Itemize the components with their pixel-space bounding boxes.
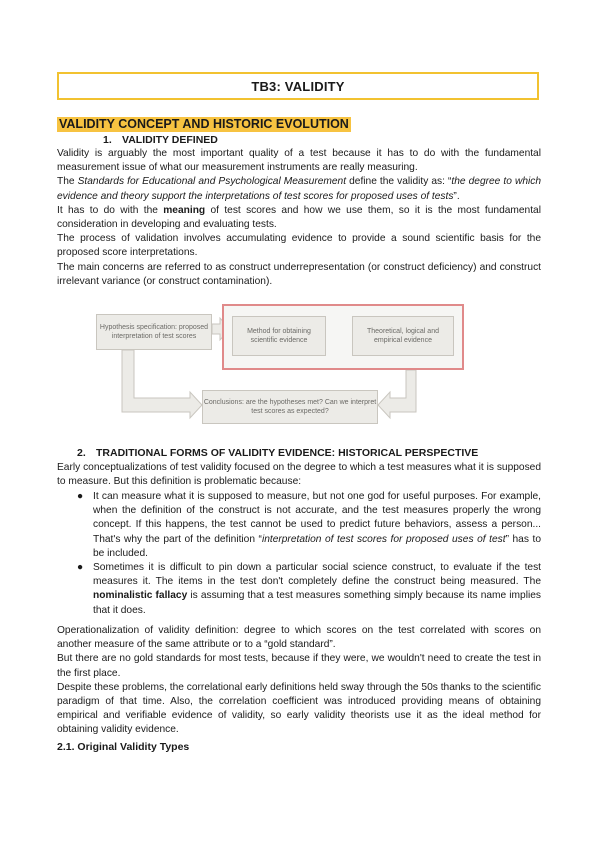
bullet-icon: ● <box>77 491 84 502</box>
paragraph-standards: The Standards for Educational and Psychological Measurement define the validity as: “the degree to which evidence and theory support the interpretations of test scores for proposed uses of tests”. <box>57 176 542 202</box>
document-title: TB3: VALIDITY <box>57 72 539 100</box>
validation-process-diagram <box>90 304 500 438</box>
list-item: ● It can measure what it is supposed to measure, but not one god for useful purposes. For example, when the definition of the construct is not accurate, and the test measures properly the wrong concept. If this happens, the test cannot be used to predict future behaviors, assess a person... That's why the part of the definition “interpretation of test scores for proposed uses of test” has to be included. <box>77 491 541 559</box>
bullet-icon: ● <box>77 562 84 574</box>
bullet-list <box>77 490 541 618</box>
arrow-down-right-icon <box>122 350 202 418</box>
intro-paragraphs <box>57 147 541 289</box>
heading-number: 1. <box>103 134 112 146</box>
closing-paragraphs <box>57 624 541 738</box>
subsection-heading: 2.1. Original Validity Types <box>57 741 190 753</box>
diagram-box-method: Method for obtaining scientific evidence <box>232 316 326 356</box>
paragraph: Despite these problems, the correlational early definitions held sway through the 50s thanks to the scientific paradigm of that time. Also, the correlation coefficient was introduced providing means of obtaining empirical and verifiable evidence of validity, so early validity theorists use it as the ideal method for obtaining validity evidence. <box>57 681 541 736</box>
heading-text: TRADITIONAL FORMS OF VALIDITY EVIDENCE: HISTORICAL PERSPECTIVE <box>96 447 479 459</box>
heading-validity-defined <box>103 134 218 147</box>
paragraph: Operationalization of validity definition: degree to which scores on the test correlated with scores on another measure of the same attribute or to a “gold standard”. <box>57 625 541 651</box>
list-item: ● Sometimes it is difficult to pin down a particular social science construct, to evaluate if the test measures it. The items in the test don't completely define the construct being measured. The nominalistic fallacy is assuming that a test measures something simply because its name implies that it does. <box>77 562 541 616</box>
heading-traditional-forms <box>77 447 478 460</box>
paragraph-meaning: It has to do with the meaning of test scores and how we use them, so it is the most fundamental consideration in developing and evaluating tests. <box>57 204 541 231</box>
paragraph: The process of validation involves accumulating evidence to provide a sound scientific basis for the proposed score interpretations. <box>57 233 541 259</box>
diagram-box-conclusions: Conclusions: are the hypotheses met? Can we interpret test scores as expected? <box>202 390 378 424</box>
section-heading: VALIDITY CONCEPT AND HISTORIC EVOLUTION <box>59 117 349 131</box>
heading-text: VALIDITY DEFINED <box>122 134 218 146</box>
paragraph-early-conceptualizations: Early conceptualizations of test validity focused on the degree to which a test measures what it is supposed to measure. But this definition is problematic because: <box>57 462 541 488</box>
paragraph: Validity is arguably the most important quality of a test because it has to do with the fundamental measurement issue of what our measurement instruments are really measuring. <box>57 148 541 174</box>
arrow-down-left-icon <box>378 370 416 418</box>
heading-number: 2. <box>77 447 86 459</box>
diagram-box-evidence: Theoretical, logical and empirical evidence <box>352 316 454 356</box>
paragraph: But there are no gold standards for most tests, because if they were, we wouldn't need to create the test in the first place. <box>57 653 541 679</box>
diagram-box-hypothesis: Hypothesis specification: proposed interpretation of test scores <box>96 314 212 350</box>
paragraph: The main concerns are referred to as construct underrepresentation (or construct deficiency) and construct irrelevant variance (or construct contamination). <box>57 261 541 287</box>
